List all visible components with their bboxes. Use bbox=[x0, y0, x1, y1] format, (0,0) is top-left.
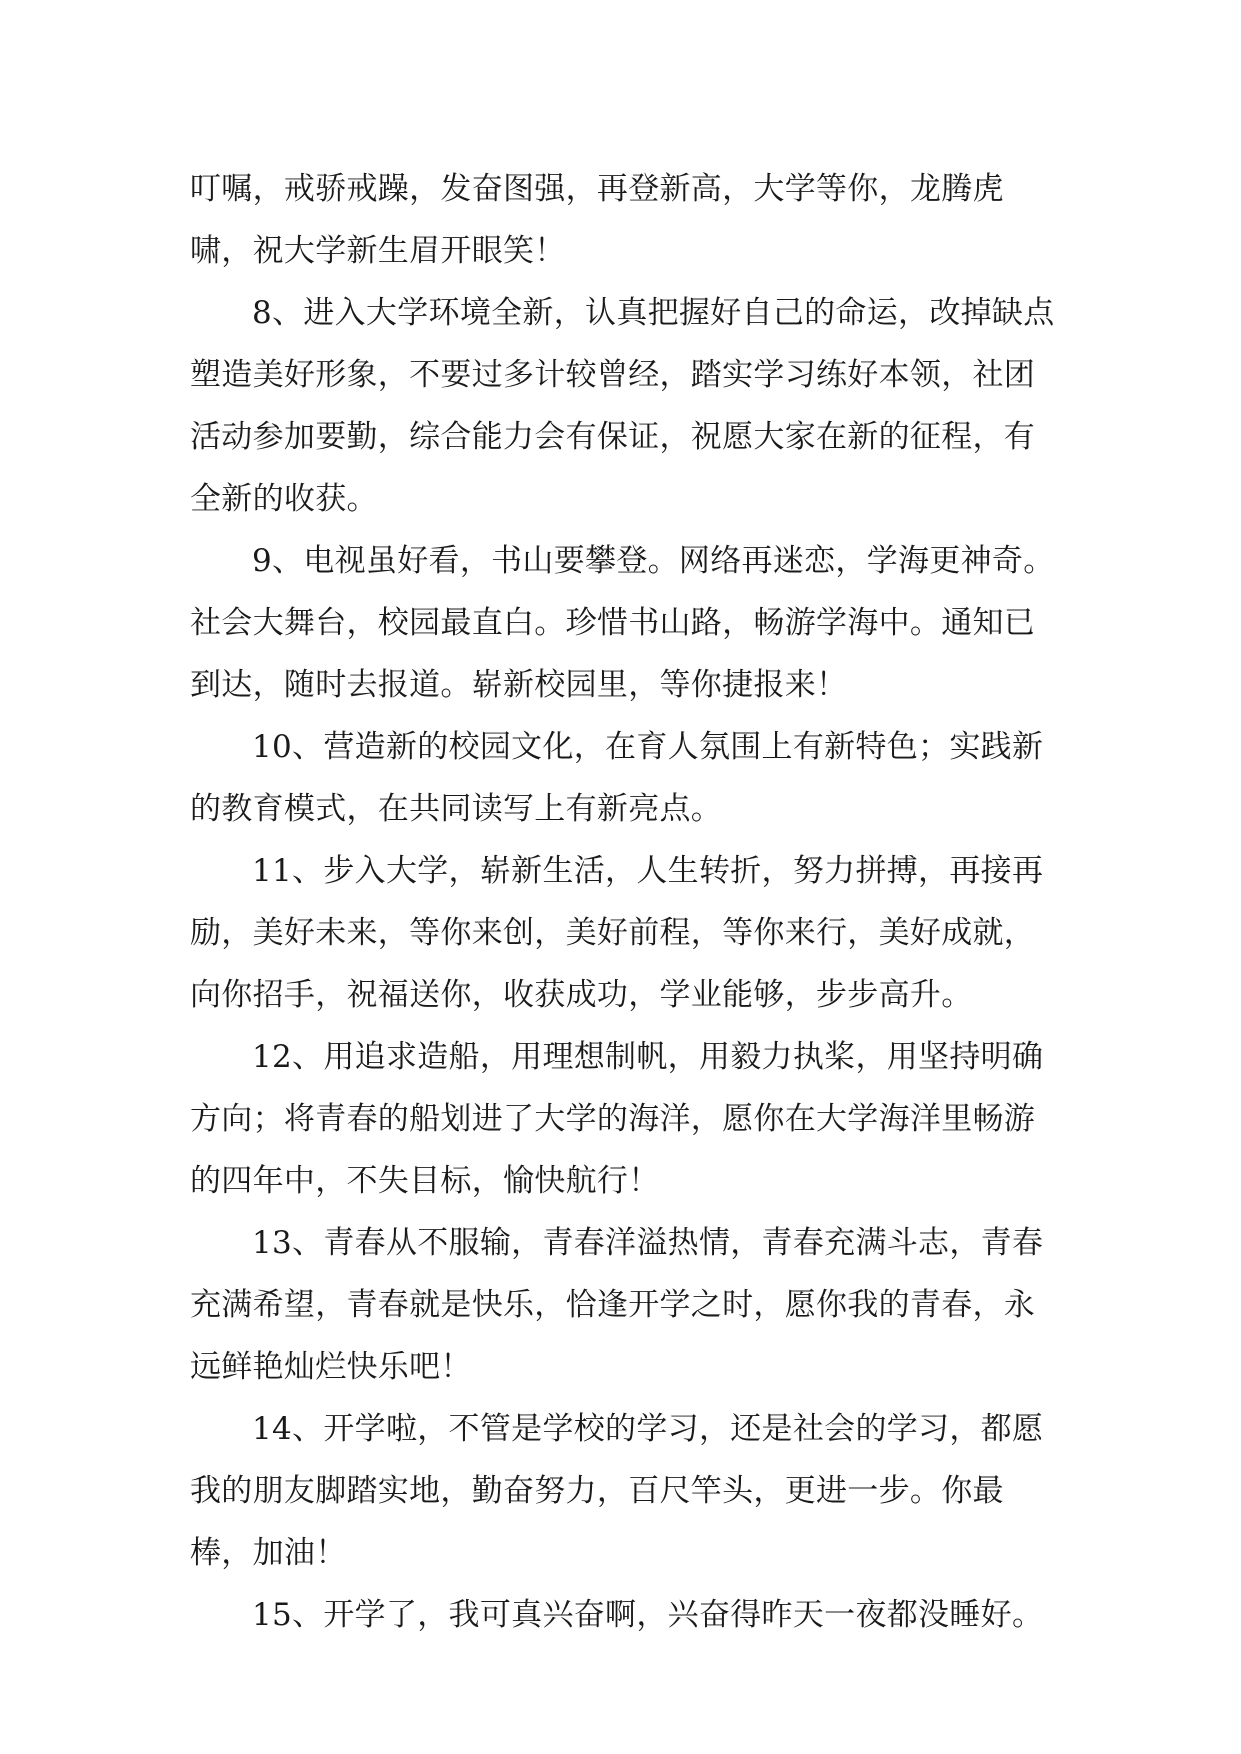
paragraph-11: 11、步入大学，崭新生活，人生转折，努力拼搏，再接再励，美好未来，等你来创，美好前程，等你来行，美好成就，向你招手，祝福送你，收获成功，学业能够，步步高升。 bbox=[190, 853, 1044, 1013]
paragraph-8: 8、进入大学环境全新，认真把握好自己的命运，改掉缺点塑造美好形象，不要过多计较曾经，踏实学习练好本领，社团活动参加要勤，综合能力会有保证，祝愿大家在新的征程，有全新的收获。 bbox=[190, 295, 1055, 517]
document-body bbox=[190, 158, 1060, 1646]
paragraph-13: 13、青春从不服输，青春洋溢热情，青春充满斗志，青春充满希望，青春就是快乐，恰逢开学之时，愿你我的青春，永远鲜艳灿烂快乐吧！ bbox=[190, 1225, 1044, 1385]
paragraph-15: 15、开学了，我可真兴奋啊，兴奋得昨天一夜都没睡好。 bbox=[252, 1597, 1044, 1633]
paragraph-12: 12、用追求造船，用理想制帆，用毅力执桨，用坚持明确方向；将青春的船划进了大学的海洋，愿你在大学海洋里畅游的四年中，不失目标，愉快航行！ bbox=[190, 1039, 1044, 1199]
paragraph-9: 9、电视虽好看，书山要攀登。网络再迷恋，学海更神奇。社会大舞台，校园最直白。珍惜书山路，畅游学海中。通知已到达，随时去报道。崭新校园里，等你捷报来！ bbox=[190, 543, 1055, 703]
paragraph-continuation: 叮嘱，戒骄戒躁，发奋图强，再登新高，大学等你，龙腾虎啸，祝大学新生眉开眼笑！ bbox=[190, 171, 1004, 269]
paragraph-10: 10、营造新的校园文化，在育人氛围上有新特色；实践新的教育模式，在共同读写上有新亮点。 bbox=[190, 729, 1044, 827]
paragraph-14: 14、开学啦，不管是学校的学习，还是社会的学习，都愿我的朋友脚踏实地，勤奋努力，百尺竿头，更进一步。你最棒，加油！ bbox=[190, 1411, 1044, 1571]
